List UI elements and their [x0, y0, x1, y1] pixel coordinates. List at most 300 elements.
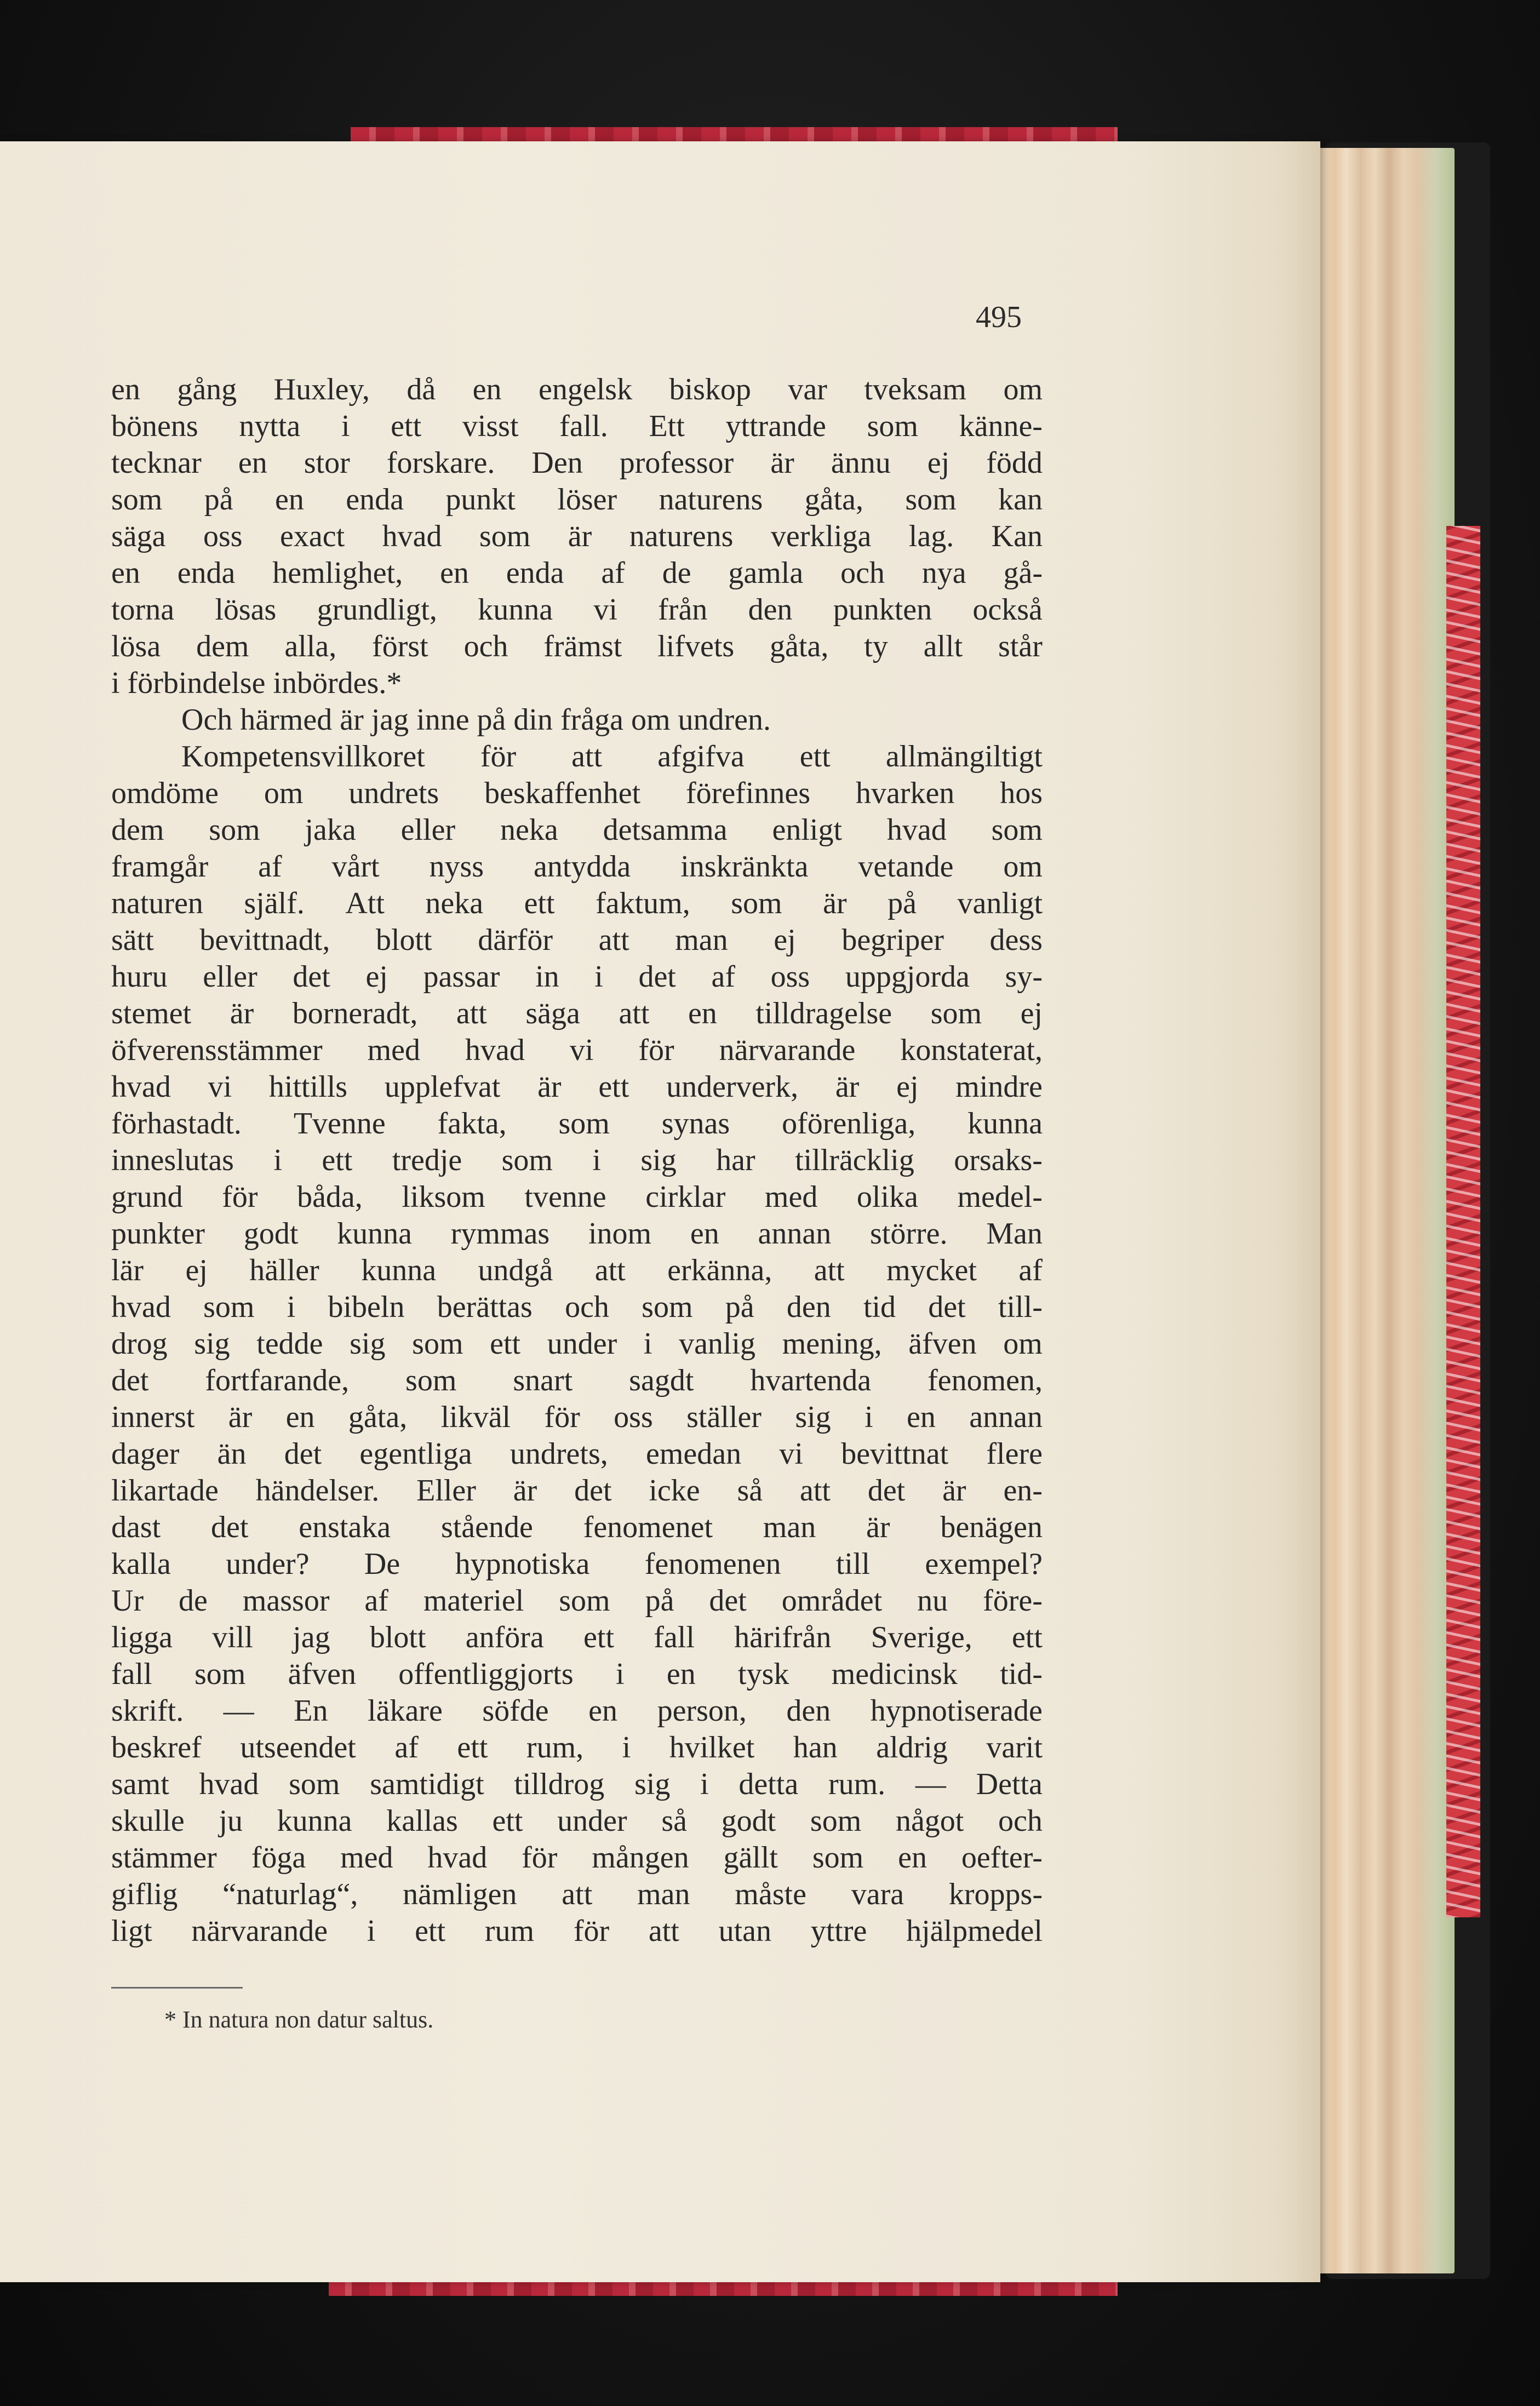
word: berättas [437, 1290, 533, 1324]
word: är [537, 1070, 562, 1104]
word: giflig [111, 1877, 178, 1911]
word: rymmas [450, 1217, 550, 1251]
word: jag [293, 1620, 330, 1654]
text-line-content [111, 592, 1043, 628]
word: en [111, 373, 140, 406]
word: tvenne [524, 1180, 606, 1214]
word: mindre [955, 1070, 1043, 1104]
word: för [522, 1841, 558, 1875]
word: båda, [297, 1180, 363, 1214]
word: enda [506, 556, 564, 590]
word: en [588, 1694, 618, 1728]
word: naturen [111, 886, 203, 920]
word: tysk [738, 1657, 789, 1691]
word: sig [350, 1327, 386, 1361]
word: kunna [478, 593, 553, 627]
word: under [557, 1804, 627, 1838]
word: fortfarande, [205, 1364, 350, 1397]
word: att [562, 1877, 593, 1911]
word: om [1003, 373, 1043, 406]
word: också [972, 593, 1043, 627]
word: De [364, 1547, 400, 1581]
word: som [991, 813, 1043, 847]
word: tillräcklig [795, 1143, 914, 1177]
word: det [709, 1584, 747, 1618]
word: och [998, 1804, 1043, 1838]
word: kunna [337, 1217, 413, 1251]
word: är [230, 996, 254, 1030]
word: drog [111, 1327, 168, 1361]
word: än [217, 1437, 247, 1471]
word: närvarande [719, 1033, 856, 1067]
word: oss [770, 960, 810, 994]
text-line-content [111, 1362, 1043, 1399]
word: af [258, 850, 282, 884]
word: vi [208, 1070, 232, 1104]
word: jaka [305, 813, 356, 847]
text-line-content [111, 1473, 1043, 1509]
text-line [111, 995, 1043, 1032]
word: kan [998, 483, 1043, 517]
word: visst [462, 409, 519, 443]
word: en [907, 1400, 936, 1434]
word: benägen [940, 1510, 1043, 1544]
word: att [619, 996, 650, 1030]
word: hvad [199, 1767, 259, 1801]
word: området [781, 1584, 883, 1618]
word: fakta, [437, 1107, 507, 1141]
text-line-content [111, 1509, 1043, 1546]
word: af [364, 1584, 388, 1618]
word: lösas [215, 593, 277, 627]
word: en [688, 996, 717, 1030]
text-line [111, 1876, 1043, 1913]
word: allmängiltigt [885, 740, 1043, 774]
word: sig [634, 1767, 671, 1801]
text-line-content [111, 1729, 1043, 1766]
word: en [111, 556, 140, 590]
word: först [372, 629, 428, 663]
word: under? [226, 1547, 310, 1581]
word: blott [375, 923, 432, 957]
word: man [637, 1877, 690, 1911]
word: hvad [886, 813, 947, 847]
word: sy- [1005, 960, 1043, 994]
word: gamla [728, 556, 804, 590]
word: undrets [348, 776, 439, 810]
word: medicinsk [831, 1657, 958, 1691]
word: innerst [111, 1400, 195, 1434]
word: huru [111, 960, 168, 994]
word: sig [194, 1327, 230, 1361]
word: erkänna, [667, 1253, 772, 1287]
book-cover-edge-bottom [329, 2282, 1118, 2296]
word: kunna [277, 1804, 352, 1838]
word: passar [423, 960, 500, 994]
word: likväl [440, 1400, 511, 1434]
word: omdöme [111, 776, 219, 810]
word: enda [177, 556, 236, 590]
word: förhastadt. [111, 1107, 242, 1141]
word: hvarken [855, 776, 955, 810]
page-number: 495 [976, 300, 1022, 334]
word: löser [557, 483, 617, 517]
word: annan [969, 1400, 1043, 1434]
text-line [111, 371, 1043, 408]
word: egentliga [359, 1437, 472, 1471]
word: på [645, 1584, 674, 1618]
word: professor [619, 446, 734, 480]
word: Man [986, 1217, 1043, 1251]
word: tedde [256, 1327, 323, 1361]
word: det [574, 1474, 612, 1508]
word: vanlig [679, 1327, 756, 1361]
word: aldrig [876, 1731, 948, 1765]
word: punkt [445, 483, 516, 517]
word: ett [799, 740, 831, 774]
word: lag. [908, 519, 954, 553]
word: säga [525, 996, 580, 1030]
word: i [367, 1914, 376, 1948]
word: — [915, 1767, 946, 1801]
word: som [289, 1767, 340, 1801]
word: som [412, 1327, 463, 1361]
word: ej [927, 446, 950, 480]
word: det [638, 960, 676, 994]
text-line [111, 1362, 1043, 1399]
text-line [111, 1619, 1043, 1656]
word: samt [111, 1767, 169, 1801]
word: ett [583, 1620, 615, 1654]
word: är [513, 1474, 537, 1508]
text-line [111, 1840, 1043, 1876]
word: hypnotiserade [870, 1694, 1043, 1728]
text-line-content: Och härmed är jag inne på din fråga om undren. [181, 703, 771, 737]
word: det [284, 1437, 322, 1471]
word: som [731, 886, 782, 920]
text-line [111, 1289, 1043, 1326]
word: Tvenne [293, 1107, 386, 1141]
text-line [111, 1032, 1043, 1069]
word: nytta [239, 409, 301, 443]
word: ett [598, 1070, 629, 1104]
word: dem [111, 813, 164, 847]
word: grundligt, [317, 593, 437, 627]
word: likartade [111, 1474, 219, 1508]
word: att [648, 1914, 679, 1948]
word: engelsk [539, 373, 633, 406]
word: detta [738, 1767, 799, 1801]
word: och [565, 1290, 609, 1324]
word: olika [856, 1180, 918, 1214]
word: hemlighet, [272, 556, 403, 590]
word: utseendet [240, 1731, 356, 1765]
word: ty [864, 629, 888, 663]
word: lifvets [657, 629, 735, 663]
word: ej [365, 960, 388, 994]
word: som [209, 813, 260, 847]
word: ställer [686, 1400, 762, 1434]
word: att [594, 1253, 626, 1287]
word: ett [524, 886, 555, 920]
word: en [898, 1841, 927, 1875]
word: nu [917, 1584, 948, 1618]
word: tilldragelse [755, 996, 892, 1030]
word: så [737, 1474, 763, 1508]
text-line-content [111, 1766, 1043, 1803]
word: hittills [268, 1070, 348, 1104]
word: i [643, 1327, 652, 1361]
word: de [179, 1584, 208, 1618]
word: ej [185, 1253, 208, 1287]
text-line-content [111, 1913, 1043, 1950]
word: sagdt [629, 1364, 694, 1397]
word: liksom [402, 1180, 485, 1214]
word: eller [203, 960, 257, 994]
word: inom [588, 1217, 652, 1251]
word: lär [111, 1253, 144, 1287]
word: ännu [831, 446, 891, 480]
word: man [675, 923, 728, 957]
text-line-content [111, 1399, 1043, 1436]
footnote: * In natura non datur saltus. [164, 2006, 434, 2033]
word: fall. [559, 409, 608, 443]
text-line [111, 1252, 1043, 1289]
word: att [814, 1253, 845, 1287]
word: gå- [1003, 556, 1043, 590]
word: allt [923, 629, 963, 663]
word: orsaks- [954, 1143, 1043, 1177]
word: En [294, 1694, 328, 1728]
word: exact [280, 519, 345, 553]
word: Detta [976, 1767, 1043, 1801]
word: vetande [858, 850, 954, 884]
word: hypnotiska [455, 1547, 590, 1581]
word: som [405, 1364, 457, 1397]
word: stor [304, 446, 350, 480]
word: offentliggjorts [398, 1657, 574, 1691]
text-line-content [111, 1105, 1043, 1142]
word: att [571, 740, 603, 774]
text-line [111, 959, 1043, 995]
word: medel- [957, 1180, 1043, 1214]
word: oss [614, 1400, 653, 1434]
word: beskref [111, 1731, 202, 1765]
text-line-content [111, 408, 1043, 445]
word: beskaffenhet [484, 776, 641, 810]
text-line [111, 1179, 1043, 1216]
word: tecknar [111, 446, 202, 480]
word: i [341, 409, 350, 443]
word: fenomenet [583, 1510, 713, 1544]
word: är [568, 519, 592, 553]
word: som [194, 1657, 246, 1691]
word: i [592, 1143, 601, 1177]
word: större. [869, 1217, 948, 1251]
word: tid [863, 1290, 896, 1324]
word: Att [345, 886, 385, 920]
word: oefter- [961, 1841, 1043, 1875]
word: naturens [629, 519, 734, 553]
word: neka [425, 886, 484, 920]
word: är [866, 1510, 890, 1544]
word: varit [986, 1731, 1043, 1765]
word: med [764, 1180, 818, 1214]
word: “naturlag“, [222, 1877, 358, 1911]
word: i [622, 1731, 631, 1765]
text-line-content [111, 1840, 1043, 1876]
word: en [275, 483, 304, 517]
word: emedan [646, 1437, 742, 1471]
text-line [111, 812, 1043, 849]
word: ett [457, 1731, 488, 1765]
word: söfde [482, 1694, 549, 1728]
word: händelser. [255, 1474, 380, 1508]
text-line-content [111, 1803, 1043, 1840]
text-line-content [111, 1876, 1043, 1913]
word: äfven [908, 1327, 977, 1361]
word: är [942, 1474, 966, 1508]
word: godt [721, 1804, 776, 1838]
page-edges [1312, 148, 1455, 2273]
word: in [535, 960, 559, 994]
word: Den [531, 446, 583, 480]
word: Ur [111, 1584, 144, 1618]
word: skrift. [111, 1694, 184, 1728]
word: annan [758, 1217, 832, 1251]
text-line-content [111, 518, 1043, 555]
word: med [367, 1033, 421, 1067]
word: punkter [111, 1217, 205, 1251]
word: fenomen, [928, 1364, 1043, 1397]
marbled-edge [1446, 526, 1480, 1917]
word: som [812, 1841, 864, 1875]
word: som [111, 483, 163, 517]
word: Eller [416, 1474, 476, 1508]
text-line [111, 408, 1043, 445]
word: känne- [959, 409, 1043, 443]
word: exempel? [925, 1547, 1043, 1581]
word: dess [989, 923, 1043, 957]
word: som [905, 483, 957, 517]
word: kalla [111, 1547, 171, 1581]
word: alla, [284, 629, 337, 663]
word: äfven [288, 1657, 356, 1691]
word: sig [795, 1400, 831, 1434]
word: från [658, 593, 708, 627]
text-line-content [111, 812, 1043, 849]
word: rum [484, 1914, 535, 1948]
word: grund [111, 1180, 183, 1214]
text-line-content [111, 371, 1043, 408]
word: då [407, 373, 436, 406]
word: kallas [386, 1804, 458, 1838]
word: i [287, 1290, 296, 1324]
word: vi [779, 1437, 803, 1471]
word: öfverensstämmer [111, 1033, 323, 1067]
text-line-content [111, 1619, 1043, 1656]
word: född [986, 446, 1043, 480]
word: snart [513, 1364, 573, 1397]
word: upplefvat [384, 1070, 501, 1104]
word: antydda [534, 850, 631, 884]
word: säga [111, 519, 166, 553]
word: man [763, 1510, 816, 1544]
text-line [111, 1473, 1043, 1509]
word: framgår [111, 850, 209, 884]
word: kunna [967, 1107, 1043, 1141]
word: så [661, 1804, 687, 1838]
word: en [238, 446, 267, 480]
word: måste [735, 1877, 806, 1911]
word: begriper [841, 923, 944, 957]
text-line-content [111, 1032, 1043, 1069]
text-line [111, 628, 1043, 665]
word: biskop [669, 373, 751, 406]
text-line [111, 1656, 1043, 1693]
word: vårt [331, 850, 380, 884]
word: kunna [361, 1253, 437, 1287]
word: gång [177, 373, 237, 406]
text-line-content [111, 1069, 1043, 1105]
word: ett [415, 1914, 446, 1948]
word: ju [219, 1804, 243, 1838]
word: bevittnat [841, 1437, 949, 1471]
word: lösa [111, 629, 161, 663]
word: ett [322, 1143, 353, 1177]
word: förefinnes [686, 776, 811, 810]
text-line-content [181, 738, 1043, 775]
word: enligt [772, 813, 842, 847]
word: för [480, 740, 517, 774]
word: hjälpmedel [906, 1914, 1043, 1948]
text-line [111, 849, 1043, 885]
word: för [573, 1914, 610, 1948]
text-line [111, 1509, 1043, 1546]
word: sätt [111, 923, 154, 957]
word: för [222, 1180, 258, 1214]
word: det [211, 1510, 249, 1544]
word: nya [921, 556, 966, 590]
word: vi [593, 593, 617, 627]
text-line-content [111, 482, 1043, 518]
word: icke [649, 1474, 700, 1508]
word: kropps- [948, 1877, 1043, 1911]
word: en [666, 1657, 696, 1691]
text-line-content [111, 555, 1043, 592]
word: det [111, 1364, 149, 1397]
word: var [788, 373, 827, 406]
word: samtidigt [370, 1767, 484, 1801]
word: Kompetensvillkoret [181, 740, 425, 774]
body-text [111, 371, 1043, 1950]
text-line-content [111, 922, 1043, 959]
word: forskare. [386, 446, 495, 480]
word: det [867, 1474, 906, 1508]
word: på [204, 483, 233, 517]
text-line [111, 482, 1043, 518]
text-line-content [111, 1693, 1043, 1729]
word: vanligt [957, 886, 1043, 920]
word: är [835, 1070, 860, 1104]
word: att [456, 996, 487, 1030]
word: i [615, 1657, 625, 1691]
word: de [662, 556, 691, 590]
text-line [111, 1216, 1043, 1252]
word: nyss [429, 850, 484, 884]
word: mycket [886, 1253, 977, 1287]
word: närvarande [191, 1914, 328, 1948]
